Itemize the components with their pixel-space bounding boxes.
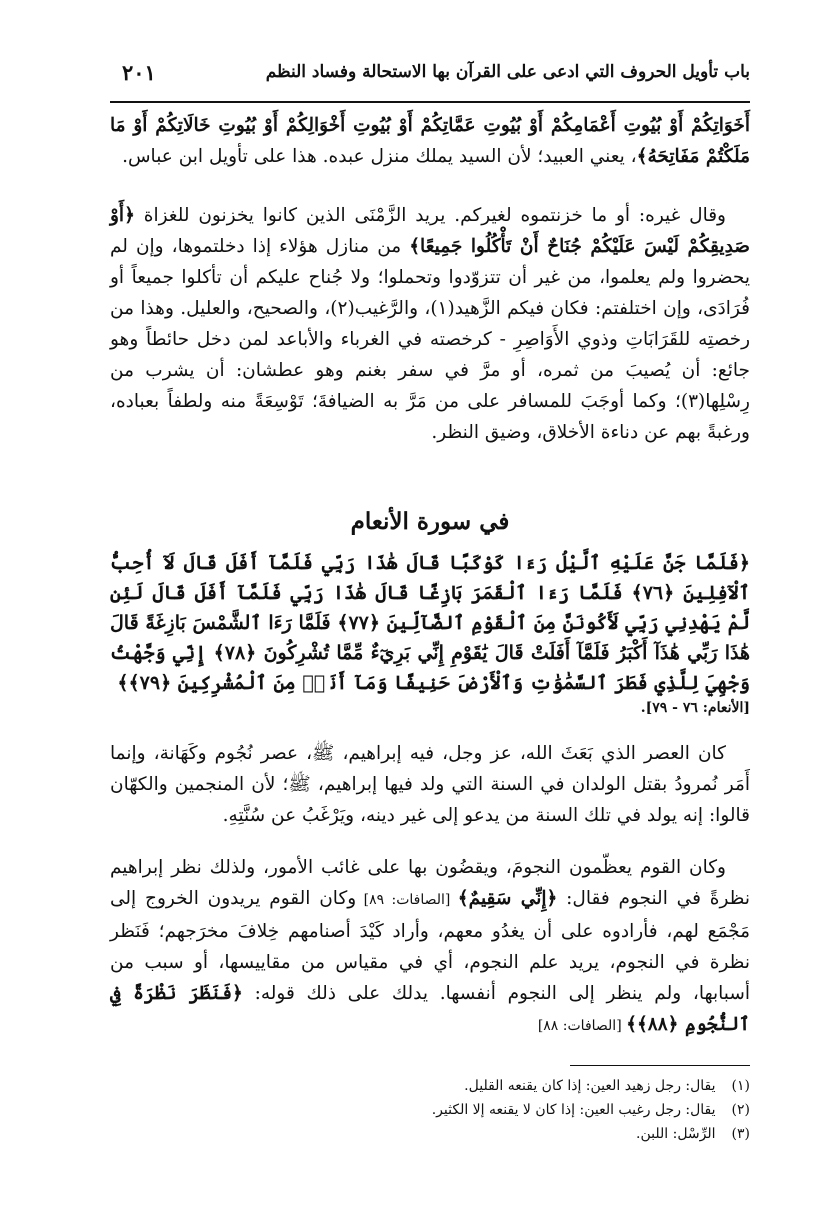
- paragraph-2: [110, 200, 750, 448]
- paragraph-text: وكان القوم يعظّمون النجومَ، ويقضُون بها على غائب الأمور، ولذلك نظر إبراهيم نظرةً في النجوم فقال:: [110, 857, 750, 909]
- paragraph-1: [110, 110, 750, 172]
- footnote-text: يقال: رجل رغيب العين: إذا كان لا يقنعه إلا الكثير.: [431, 1102, 716, 1118]
- footnote-text: يقال: رجل زهيد العين: إذا كان يقنعه القليل.: [464, 1078, 716, 1094]
- footnote-number: (٣): [731, 1126, 750, 1142]
- footnote: [110, 1098, 750, 1122]
- quran-verse: أَخَوَاتِكُمْ أَوْ بُيُوتِ أَعْمَامِكُمْ أَوْ بُيُوتِ عَمَّاتِكُمْ أَوْ بُيُوتِ أَخْوَالِكُمْ أَوْ بُيُوتِ خَالَاتِكُمْ أَوْ مَا مَلَكْتُمْ مَفَاتِحَهُ﴾: [110, 115, 750, 167]
- paragraph-text: من منازل هؤلاء إذا دخلتموها، وإن لم يحضروا ولم يعلموا، من غير أن تتزوّدوا وتحملوا؛ ولا جُناح عليكم أن تأكلوا جميعاً أو فُرَادَى، وإن اختلفتم: فكان فيكم الزَّهيد(١)، والرَّغيب(٢)، والصحيح، والعليل. وهذا من رخصتِه للقَرَابَاتِ وذوي الأَوَاصِرِ - كرخصته في الغرباء والأباعد لمن دخل حائطاً وهو جائع: أن يُصيبَ من ثمره، أو مرَّ في سفر بغنم وهو عطشان: أن يشرب من رِسْلِها(٣)؛ وكما أوجَبَ للمسافر على من مَرَّ به الضيافةَ؛ تَوْسِعَةً منه ولطفاً بعباده، ورغبةً بهم عن دناءة الأخلاق، وضيق النظر.: [110, 236, 750, 443]
- paragraph-text: ، يعني العبيد؛ لأن السيد يملك منزل عبده. هذا على تأويل ابن عباس.: [122, 146, 637, 167]
- footnote-text: الرِّسْل: اللبن.: [636, 1126, 716, 1142]
- verse-reference: [الصافات: ٨٨]: [537, 1018, 627, 1034]
- page-number: ٢٠١: [122, 60, 156, 85]
- paragraph-text: وقال غيره: أو ما خزنتموه لغيركم. يريد الزَّمْنَى الذين كانوا يخزنون للغزاة: [134, 205, 726, 226]
- header-rule: [110, 101, 750, 103]
- quran-verse: ﴿إِنِّي سَقِيمٌ﴾: [457, 888, 558, 909]
- quran-verse: ﴿أَوْ صَدِيقِكُمْ لَيْسَ عَلَيْكُمْ جُنَاحٌ أَنْ تَأْكُلُوا جَمِيعًا﴾: [110, 205, 750, 257]
- footnote-number: (٢): [731, 1102, 750, 1118]
- footnote: [110, 1122, 750, 1146]
- paragraph-4: [110, 852, 750, 1042]
- paragraph-text: وكان القوم يريدون الخروج إلى مَجْمَع لهم، فأرادوه على أن يغدُو معهم، وأراد كَيْدَ أصنامهم خِلافَ مخرَجهم؛ فَنَظر نظرة في النجوم، يريد علم النجوم، أي في مقياس من مقاييسها، أو سبب من أسبابها، ولم ينظر إلى النجوم أنفسها. يدلك على ذلك قوله:: [110, 888, 750, 1004]
- quran-verse: ﴿فَنَظَرَ نَظْرَةً فِي ٱلنُّجُومِ ﴿٨٨﴾﴾: [110, 983, 750, 1035]
- running-header: [110, 56, 750, 96]
- footnote-rule: [570, 1065, 750, 1066]
- paragraph-3: [110, 738, 750, 831]
- verse-block: [110, 548, 750, 716]
- footnote-number: (١): [731, 1078, 750, 1094]
- footnotes: [110, 1074, 750, 1146]
- quran-verse: ﴿فَلَمَّا جَنَّ عَلَيْهِ ٱلَّيْلُ رَءَا كَوْكَبًا قَالَ هَٰذَا رَبِّي فَلَمَّآ أَفَلَ قَالَ لَآ أُحِبُّ ٱلْآفِلِينَ ﴿٧٦﴾ فَلَمَّا رَءَا ٱلْقَمَرَ بَازِغًا قَالَ هَٰذَا رَبِّي فَلَمَّآ أَفَلَ قَالَ لَئِن لَّمْ يَهْدِنِي رَبِّي لَأَكُونَنَّ مِنَ ٱلْقَوْمِ ٱلضَّآلِّينَ ﴿٧٧﴾ فَلَمَّا رَءَا ٱلشَّمْسَ بَازِغَةً قَالَ هَٰذَا رَبِّي هَٰذَآ أَكْبَرُ فَلَمَّآ أَفَلَتْ قَالَ يَٰقَوْمِ إِنِّي بَرِيٓءٌ مِّمَّا تُشْرِكُونَ ﴿٧٨﴾ إِنِّي وَجَّهْتُ وَجْهِيَ لِلَّذِي فَطَرَ ٱلسَّمَٰوَٰتِ وَٱلْأَرْضَ حَنِيفًا وَمَآ أَنَا۠ مِنَ ٱلْمُشْرِكِينَ ﴿٧٩﴾﴾: [110, 552, 751, 694]
- section-heading: في سورة الأنعام: [350, 508, 510, 535]
- verse-reference: [الأنعام: ٧٦ - ٧٩].: [640, 700, 750, 716]
- paragraph-text: كان العصر الذي بَعَثَ الله، عز وجل، فيه إبراهيم، ﷺ، عصر نُجُوم وكَهَانة، وإنما أَمَر نُمرودُ بقتل الولدان في السنة التي ولد فيها إبراهيم، ﷺ؛ لأن المنجمين والكهّان قالوا: إنه يولد في تلك السنة من يدعو إلى غير دينه، ويَرْغَبُ عن سُنَّتِهِ.: [110, 743, 750, 826]
- footnote: [110, 1074, 750, 1098]
- running-title: باب تأويل الحروف التي ادعى على القرآن بها الاستحالة وفساد النظم: [265, 62, 750, 82]
- verse-reference: [الصافات: ٨٩]: [356, 892, 458, 908]
